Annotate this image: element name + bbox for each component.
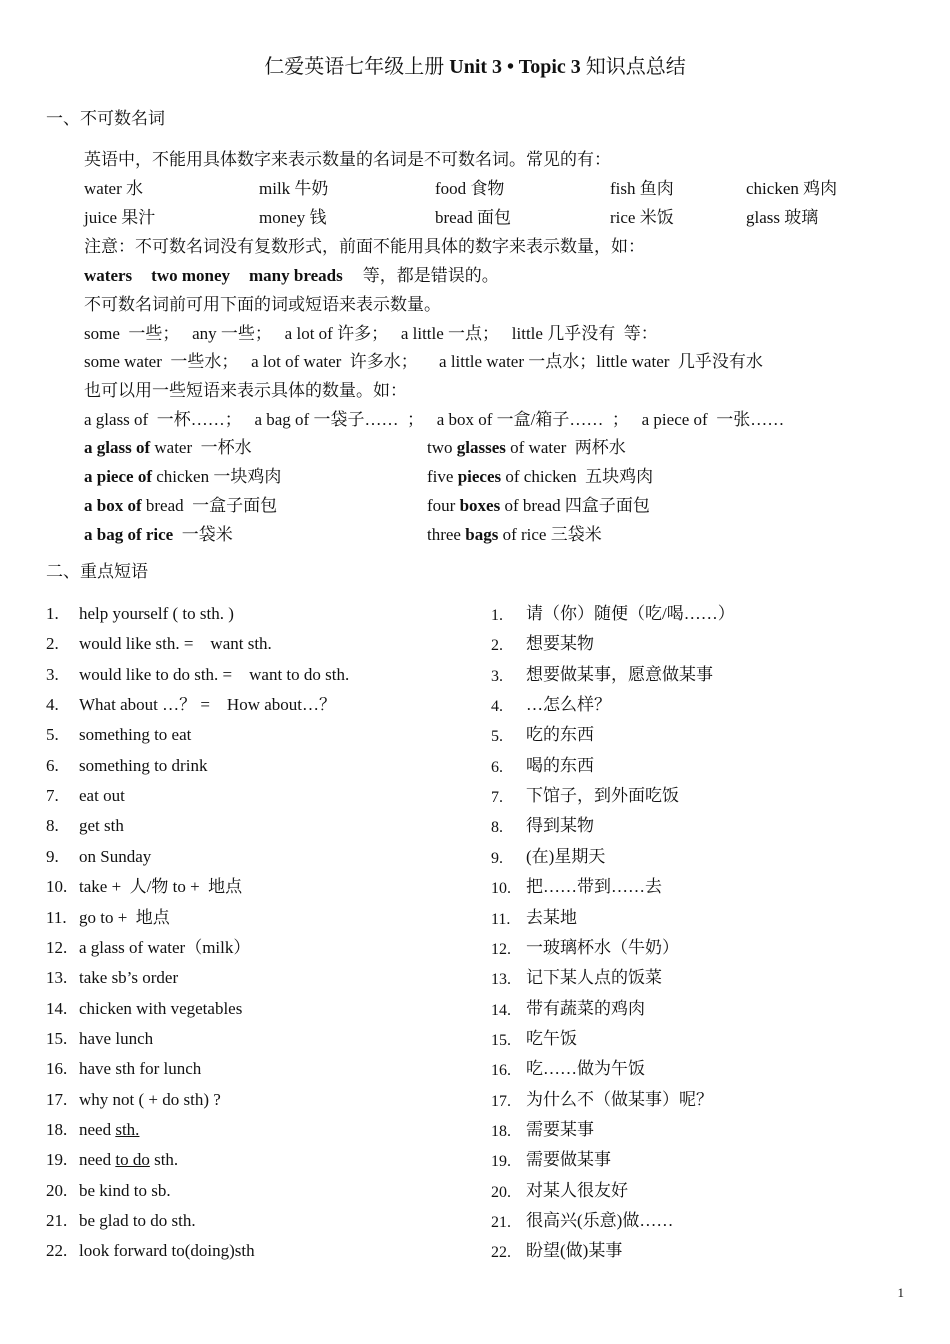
wrong-tail: 等，都是错误的。 bbox=[362, 266, 499, 285]
phrase-number: 16. bbox=[46, 1059, 68, 1079]
phrase-english: need to do sth. bbox=[79, 1150, 179, 1170]
phrase-number: 16. bbox=[491, 1062, 511, 1080]
phrase-number: 14. bbox=[491, 1001, 511, 1019]
noun-item: money 钱 bbox=[259, 208, 327, 227]
phrase-number: 22. bbox=[491, 1244, 511, 1262]
phrase-number: 8. bbox=[491, 819, 503, 837]
measure-singular: a piece of chicken 一块鸡肉 bbox=[84, 467, 282, 486]
phrase-chinese: 吃的东西 bbox=[526, 725, 594, 745]
phrase-chinese: 很高兴(乐意)做…… bbox=[526, 1211, 674, 1230]
phrase-number: 6. bbox=[46, 755, 59, 775]
phrase-english: have sth for lunch bbox=[79, 1059, 202, 1079]
phrase-chinese: 吃……做为午饭 bbox=[526, 1059, 645, 1079]
page-number: 1 bbox=[897, 1285, 904, 1300]
phrase-chinese: 盼望(做)某事 bbox=[526, 1241, 623, 1261]
phrase-chinese: 喝的东西 bbox=[526, 755, 594, 775]
phrase-chinese: 记下某人点的饭菜 bbox=[526, 968, 662, 988]
measure-plural: five pieces of chicken 五块鸡肉 bbox=[427, 467, 654, 486]
phrase-chinese: 想要某物 bbox=[526, 634, 594, 654]
phrase-number: 10. bbox=[46, 877, 68, 897]
phrase-number: 13. bbox=[46, 968, 68, 988]
quantity-intro: 不可数名词前可用下面的词或短语来表示数量。 bbox=[84, 295, 441, 314]
phrase-english: would like to do sth. = want to do sth. bbox=[79, 664, 350, 684]
noun-item: water 水 bbox=[84, 179, 144, 198]
phrase-number: 9. bbox=[491, 849, 503, 867]
phrase-english: something to eat bbox=[79, 725, 192, 745]
page-title bbox=[0, 54, 950, 80]
phrase-number: 11. bbox=[491, 910, 511, 928]
section1-heading: 一、不可数名词 bbox=[46, 109, 165, 128]
phrase-number: 12. bbox=[491, 940, 511, 958]
phrase-english: eat out bbox=[79, 786, 125, 806]
phrase-english: chicken with vegetables bbox=[79, 998, 243, 1018]
phrase-chinese: 一玻璃杯水（牛奶） bbox=[526, 937, 679, 957]
phrase-number: 15. bbox=[491, 1031, 511, 1049]
noun-item: bread 面包 bbox=[435, 208, 512, 227]
phrase-chinese: 带有蔬菜的鸡肉 bbox=[526, 998, 645, 1018]
phrase-chinese: 想要做某事，愿意做某事 bbox=[526, 664, 713, 684]
phrase-english: go to + 地点 bbox=[79, 907, 170, 927]
phrase-number: 14. bbox=[46, 998, 68, 1018]
noun-item: food 食物 bbox=[435, 179, 505, 198]
title-unit: Unit 3 bbox=[449, 56, 503, 78]
phrase-number: 19. bbox=[491, 1153, 511, 1171]
phrase-chinese: 把……带到……去 bbox=[526, 877, 662, 897]
phrase-english: take + 人/物 to + 地点 bbox=[79, 877, 243, 897]
phrase-intro: 也可以用一些短语来表示具体的数量。如： bbox=[84, 381, 407, 400]
phrase-number: 17. bbox=[491, 1092, 511, 1110]
note-text: 注意：不可数名词没有复数形式，前面不能用具体的数字来表示数量，如： bbox=[84, 237, 645, 256]
phrase-number: 4. bbox=[46, 695, 59, 715]
phrase-english: have lunch bbox=[79, 1028, 154, 1048]
phrase-chinese: 需要做某事 bbox=[526, 1150, 611, 1170]
phrase-number: 12. bbox=[46, 937, 68, 957]
noun-item: milk 牛奶 bbox=[259, 179, 329, 198]
section2-heading: 二、重点短语 bbox=[46, 562, 148, 581]
phrase-number: 1. bbox=[491, 607, 503, 624]
phrase-number: 8. bbox=[46, 816, 59, 836]
title-suffix: 知识点总结 bbox=[580, 56, 686, 78]
phrase-number: 5. bbox=[491, 728, 503, 746]
phrase-english: take sb’s order bbox=[79, 968, 179, 988]
measure-plural: three bags of rice 三袋米 bbox=[427, 525, 602, 544]
phrase-number: 18. bbox=[46, 1119, 68, 1139]
phrase-english: something to drink bbox=[79, 755, 208, 775]
phrase-number: 20. bbox=[491, 1183, 511, 1201]
measure-singular: a glass of water 一杯水 bbox=[84, 438, 252, 457]
noun-item: glass 玻璃 bbox=[746, 208, 819, 227]
wrong-example: many breads bbox=[249, 266, 343, 285]
phrase-chinese: 得到某物 bbox=[526, 816, 594, 836]
phrase-number: 7. bbox=[491, 789, 503, 807]
phrase-number: 9. bbox=[46, 846, 59, 866]
phrase-english: why not ( + do sth) ? bbox=[79, 1089, 221, 1109]
quantity-examples: some water 一些水； a lot of water 许多水； a little water 一点水；little water 几乎没有水 bbox=[84, 352, 763, 371]
phrase-english: What about …？ = How about…？ bbox=[79, 695, 336, 715]
noun-item: rice 米饭 bbox=[610, 208, 674, 227]
title-prefix: 仁爱英语七年级上册 bbox=[264, 56, 450, 78]
phrase-number: 22. bbox=[46, 1241, 68, 1261]
phrase-chinese: 请（你）随便（吃/喝……） bbox=[526, 604, 735, 623]
phrase-chinese: 下馆子，到外面吃饭 bbox=[526, 786, 679, 806]
phrase-english: need sth. bbox=[79, 1119, 140, 1139]
noun-item: fish 鱼肉 bbox=[610, 179, 674, 198]
phrase-number: 1. bbox=[46, 604, 59, 623]
phrase-number: 3. bbox=[491, 667, 503, 685]
phrase-chinese: 吃午饭 bbox=[526, 1028, 577, 1048]
phrase-number: 21. bbox=[46, 1211, 68, 1230]
phrase-chinese: 需要某事 bbox=[526, 1119, 594, 1139]
noun-item: chicken 鸡肉 bbox=[746, 179, 838, 198]
noun-item: juice 果汁 bbox=[84, 208, 156, 227]
phrase-number: 2. bbox=[491, 637, 503, 655]
section1-intro: 英语中，不能用具体数字来表示数量的名词是不可数名词。常见的有： bbox=[84, 150, 611, 169]
title-dot: • bbox=[502, 56, 519, 78]
phrase-english: help yourself ( to sth. ) bbox=[79, 604, 234, 623]
phrase-english: get sth bbox=[79, 816, 124, 836]
phrase-number: 5. bbox=[46, 725, 59, 745]
phrase-number: 17. bbox=[46, 1089, 68, 1109]
phrase-number: 4. bbox=[491, 698, 503, 716]
phrase-number: 13. bbox=[491, 971, 511, 989]
measure-singular: a bag of rice 一袋米 bbox=[84, 525, 233, 544]
wrong-example: waters bbox=[84, 266, 133, 285]
phrase-english: be kind to sb. bbox=[79, 1180, 171, 1200]
phrase-number: 11. bbox=[46, 907, 67, 927]
phrase-chinese: 对某人很友好 bbox=[526, 1180, 628, 1200]
phrase-chinese: 去某地 bbox=[526, 907, 577, 927]
quantity-words: some 一些； any 一些； a lot of 许多； a little 一点； little 几乎没有 等： bbox=[84, 324, 658, 343]
phrase-number: 6. bbox=[491, 758, 503, 776]
phrase-number: 10. bbox=[491, 880, 511, 898]
measure-plural: two glasses of water 两杯水 bbox=[427, 438, 626, 457]
phrase-number: 7. bbox=[46, 786, 59, 806]
phrase-list: a glass of 一杯……； a bag of 一袋子…… ； a box of 一盒/箱子…… ； a piece of 一张…… bbox=[84, 410, 785, 429]
phrase-english: on Sunday bbox=[79, 846, 152, 866]
phrase-number: 20. bbox=[46, 1180, 68, 1200]
phrase-number: 3. bbox=[46, 664, 59, 684]
phrase-english: look forward to(doing)sth bbox=[79, 1241, 255, 1261]
phrase-number: 2. bbox=[46, 634, 59, 654]
wrong-example: two money bbox=[151, 266, 231, 285]
measure-singular: a box of bread 一盒子面包 bbox=[84, 496, 278, 515]
phrase-english: would like sth. = want sth. bbox=[79, 634, 272, 654]
phrase-chinese: …怎么样？ bbox=[526, 695, 611, 715]
phrase-number: 19. bbox=[46, 1150, 68, 1170]
phrase-number: 15. bbox=[46, 1028, 68, 1048]
measure-plural: four boxes of bread 四盒子面包 bbox=[427, 496, 650, 515]
title-topic: Topic 3 bbox=[518, 56, 581, 78]
phrase-chinese: (在)星期天 bbox=[526, 846, 606, 866]
phrase-number: 18. bbox=[491, 1122, 511, 1140]
wrong-examples bbox=[84, 265, 499, 287]
phrase-chinese: 为什么不（做某事）呢？ bbox=[526, 1089, 713, 1109]
phrase-english: a glass of water（milk） bbox=[79, 937, 251, 957]
phrase-english: be glad to do sth. bbox=[79, 1211, 196, 1230]
phrase-number: 21. bbox=[491, 1214, 511, 1231]
